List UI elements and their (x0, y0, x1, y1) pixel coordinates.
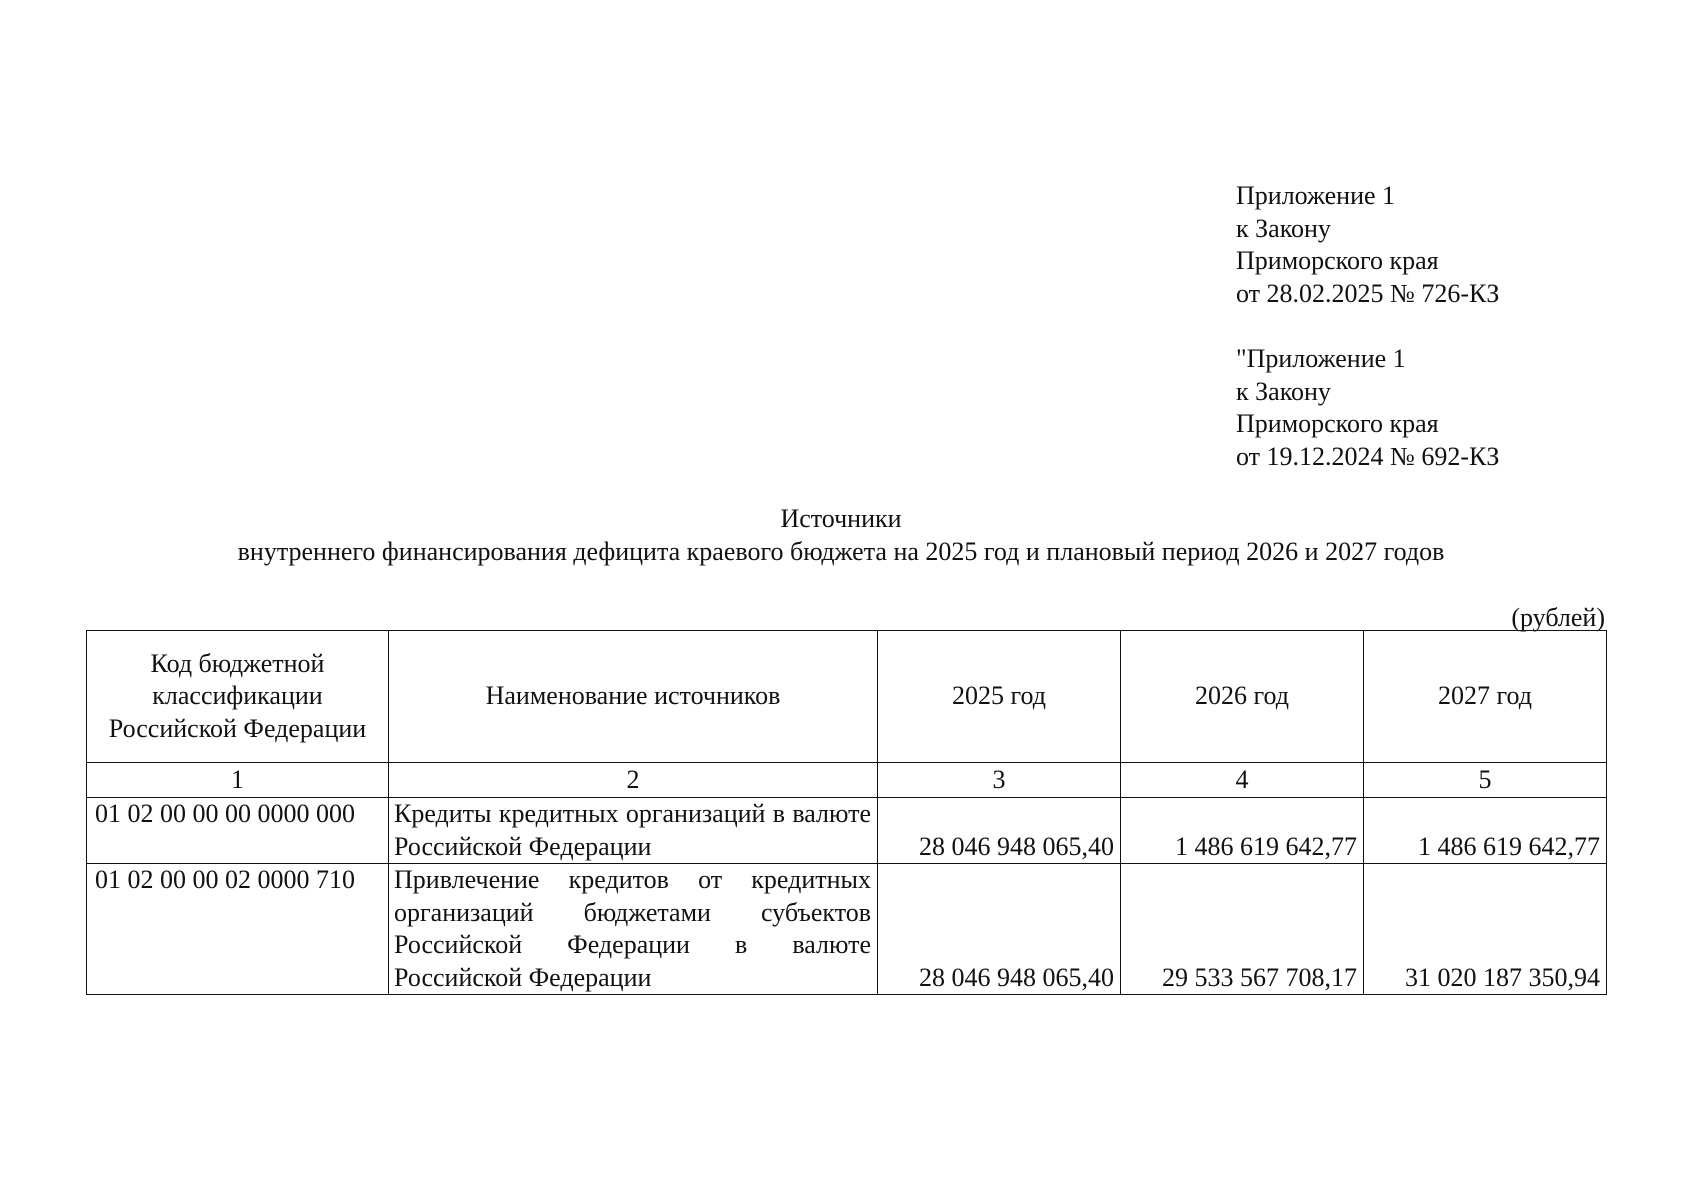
amount-2025: 28 046 948 065,40 (878, 864, 1121, 995)
header-2026: 2026 год (1121, 631, 1364, 763)
column-number: 3 (878, 763, 1121, 798)
table-header-row (87, 631, 1607, 763)
sources-table (86, 630, 1607, 995)
source-name: Привлечение кредитов от кредитных организаций бюджетами субъектов Российской Федерации в валюте Российской Федерации (389, 864, 878, 995)
amount-2026: 1 486 619 642,77 (1121, 798, 1364, 864)
table-row (87, 798, 1607, 864)
header-code: Код бюджетной классификации Российской Федерации (87, 631, 389, 763)
amount-2026: 29 533 567 708,17 (1121, 864, 1364, 995)
appendix-line: к Закону (1236, 213, 1331, 243)
table-row (87, 864, 1607, 995)
appendix-line: "Приложение 1 (1236, 344, 1406, 373)
appendix-previous-header (1236, 343, 1499, 473)
column-number: 4 (1121, 763, 1364, 798)
source-name: Кредиты кредитных организаций в валюте Российской Федерации (389, 798, 878, 864)
header-name: Наименование источников (389, 631, 878, 763)
appendix-line: от 28.02.2025 № 726-КЗ (1236, 278, 1500, 308)
budget-code: 01 02 00 00 00 0000 000 (87, 798, 389, 864)
budget-code: 01 02 00 00 02 0000 710 (87, 864, 389, 995)
amount-2027: 1 486 619 642,77 (1364, 798, 1607, 864)
appendix-line: Приморского края (1236, 409, 1439, 438)
column-number: 5 (1364, 763, 1607, 798)
document-subtitle: внутреннего финансирования дефицита краевого бюджета на 2025 год и плановый период 2026 и 2027 годов (237, 537, 1445, 566)
appendix-current-header (1236, 180, 1499, 310)
appendix-line: к Закону (1236, 376, 1331, 406)
header-2027: 2027 год (1364, 631, 1607, 763)
column-number: 2 (389, 763, 878, 798)
document-title: Источники (780, 504, 902, 533)
column-number: 1 (87, 763, 389, 798)
header-2025: 2025 год (878, 631, 1121, 763)
column-number-row (87, 763, 1607, 798)
unit-note: (рублей) (1511, 603, 1605, 632)
amount-2025: 28 046 948 065,40 (878, 798, 1121, 864)
appendix-line: Приморского края (1236, 246, 1439, 275)
appendix-line: от 19.12.2024 № 692-КЗ (1236, 441, 1500, 471)
amount-2027: 31 020 187 350,94 (1364, 864, 1607, 995)
appendix-line: Приложение 1 (1236, 181, 1396, 210)
